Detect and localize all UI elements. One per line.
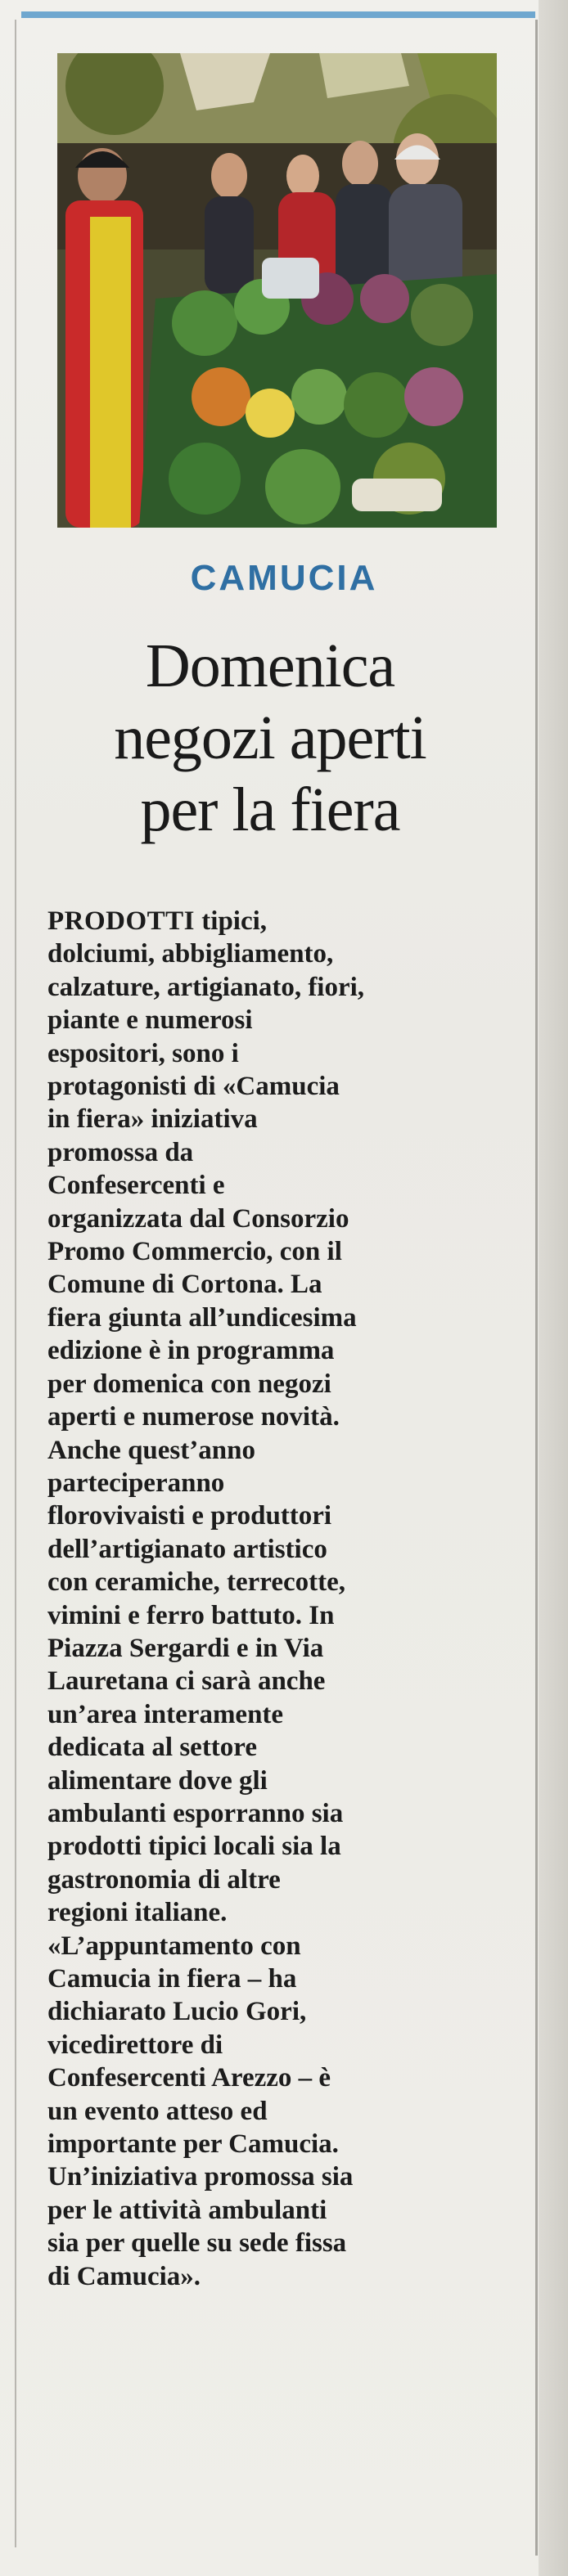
article-line: dolciumi, abbigliamento,: [47, 939, 334, 969]
article-line: Confesercenti e: [47, 1171, 225, 1201]
article-line: Confesercenti Arezzo – è: [47, 2063, 331, 2093]
article-line: Camucia in fiera – ha: [47, 1964, 297, 1994]
headline-line: negozi aperti: [114, 704, 426, 772]
article-line: protagonisti di «Camucia: [47, 1072, 340, 1102]
article-line: Piazza Sergardi e in Via: [47, 1633, 324, 1663]
article-line: Anche quest’anno: [47, 1435, 255, 1465]
article-line: vimini e ferro battuto. In: [47, 1600, 335, 1630]
article-line: un evento atteso ed: [47, 2096, 268, 2126]
article-line: organizzata dal Consorzio: [47, 1203, 349, 1234]
article-line: «L’appuntamento con: [47, 1931, 301, 1961]
article-line: Lauretana ci sarà anche: [47, 1666, 326, 1697]
article-line: sia per quelle su sede fissa: [47, 2228, 347, 2259]
article-line: ambulanti esporranno sia: [47, 1798, 344, 1828]
article-line: calzature, artigianato, fiori,: [47, 972, 365, 1002]
article-line: gastronomia di altre: [47, 1864, 281, 1895]
market-photo: [57, 53, 497, 528]
article-line: dichiarato Lucio Gori,: [47, 1997, 307, 2027]
top-rule: [21, 11, 535, 18]
article-line: di Camucia».: [47, 2261, 201, 2291]
article-line: Promo Commercio, con il: [47, 1237, 342, 1267]
article-line: con ceramiche, terrecotte,: [47, 1567, 345, 1598]
article-line: importante per Camucia.: [47, 2129, 339, 2160]
article-line: alimentare dove gli: [47, 1765, 268, 1796]
article-line: dell’artigianato artistico: [47, 1534, 327, 1564]
article-line: florovivaisti e produttori: [47, 1501, 332, 1531]
article-line: Un’iniziativa promossa sia: [47, 2162, 354, 2192]
article-line: Comune di Cortona. La: [47, 1270, 322, 1300]
article-line-first: [47, 905, 530, 937]
headline-line: per la fiera: [140, 775, 400, 844]
adjacent-column-bleed: [539, 0, 568, 2576]
section-kicker: CAMUCIA: [190, 558, 378, 598]
article-line: in fiera» iniziativa: [47, 1104, 258, 1135]
article-line: un’area interamente: [47, 1699, 284, 1729]
left-column-rule: [15, 20, 16, 2547]
article-line-text: tipici,: [195, 906, 268, 936]
article-line: fiera giunta all’undicesima: [47, 1302, 357, 1333]
article-line: aperti e numerose novità.: [47, 1402, 340, 1432]
article-line: edizione è in programma: [47, 1336, 335, 1366]
article-line: per domenica con negozi: [47, 1369, 331, 1399]
article-body: [47, 905, 530, 2293]
article-line: piante e numerosi: [47, 1005, 253, 1036]
article-line: promossa da: [47, 1137, 194, 1167]
article-line: regioni italiane.: [47, 1898, 228, 1928]
headline-line: Domenica: [145, 632, 395, 700]
article-line: prodotti tipici locali sia la: [47, 1832, 341, 1862]
lead-word: PRODOTTI: [47, 906, 196, 936]
right-column-rule: [535, 20, 538, 2556]
article-line: dedicata al settore: [47, 1733, 257, 1763]
article-line: parteciperanno: [47, 1468, 225, 1498]
article-line: vicedirettore di: [47, 2030, 223, 2060]
article-line: espositori, sono i: [47, 1038, 239, 1068]
headline: [33, 630, 507, 846]
article-line: per le attività ambulanti: [47, 2195, 327, 2225]
